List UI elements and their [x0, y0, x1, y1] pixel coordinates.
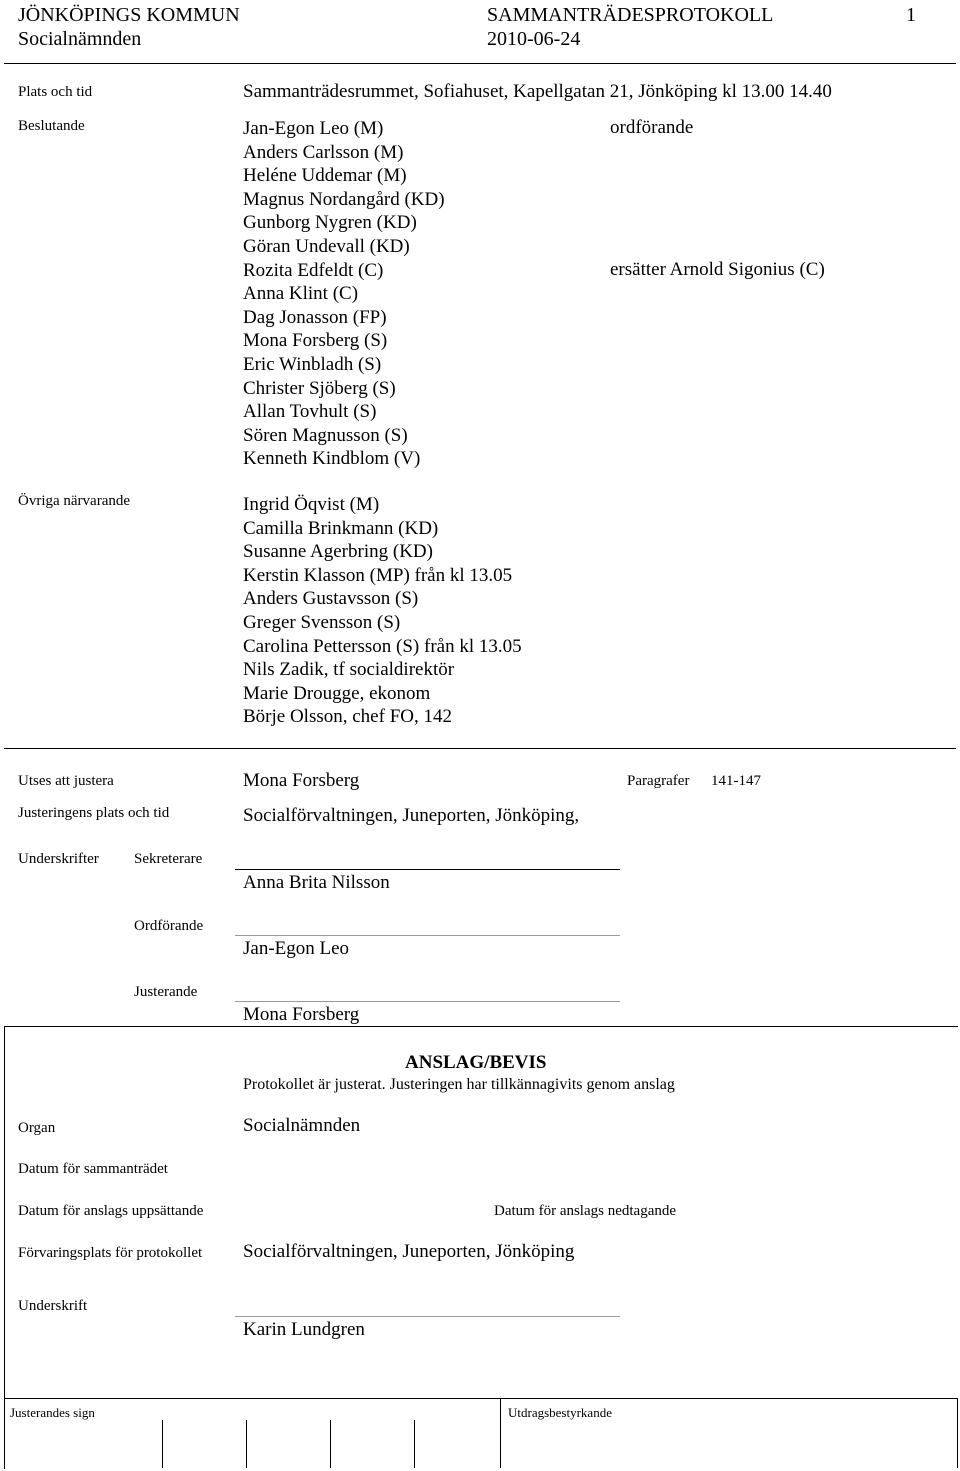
footer-left-line [4, 1398, 5, 1468]
chair-label: Ordförande [134, 918, 204, 934]
meeting-date-label: Datum för sammanträdet [18, 1161, 168, 1177]
chair-signature-line [235, 935, 620, 936]
paragraphs-label: Paragrafer [627, 773, 690, 789]
adjuster-chosen-value: Mona Forsberg [243, 770, 360, 791]
member-item: Anders Carlsson (M) [243, 141, 404, 163]
organ-value: Socialnämnden [243, 1115, 361, 1136]
member-item: Anna Klint (C) [243, 283, 359, 305]
sign-box-divider [330, 1420, 331, 1468]
chair-note: ordförande [610, 117, 694, 138]
deciding-label: Beslutande [18, 118, 85, 134]
member-item: Eric Winbladh (S) [243, 353, 382, 375]
adjuster-name: Mona Forsberg [243, 1004, 360, 1025]
place-time-value: Sammanträdesrummet, Sofiahuset, Kapellgatan 21, Jönköping kl 13.00 14.40 [243, 81, 832, 102]
others-members-list [243, 493, 522, 729]
secretary-label: Sekreterare [134, 851, 203, 867]
adjuster-signature-line [235, 1001, 620, 1002]
footer-right-line [957, 1398, 958, 1468]
storage-value: Socialförvaltningen, Juneporten, Jönköping [243, 1241, 575, 1262]
org-name: JÖNKÖPINGS KOMMUN [18, 4, 240, 26]
secretary-name: Anna Brita Nilsson [243, 872, 390, 893]
attendee-item: Ingrid Öqvist (M) [243, 494, 380, 515]
deciding-members-list [243, 117, 445, 471]
storage-label: Förvaringsplats för protokollet [18, 1245, 203, 1261]
member-item: Gunborg Nygren (KD) [243, 212, 417, 234]
header-divider [4, 63, 956, 64]
member-item: Dag Jonasson (FP) [243, 306, 387, 328]
member-item: Allan Tovhult (S) [243, 401, 377, 423]
member-item: Göran Undevall (KD) [243, 235, 410, 257]
replacement-note: ersätter Arnold Sigonius (C) [610, 259, 825, 280]
notice-box-top [4, 1026, 958, 1027]
adjuster-chosen-label: Utses att justera [18, 773, 114, 789]
signatures-label: Underskrifter [18, 851, 99, 867]
member-item: Christer Sjöberg (S) [243, 377, 396, 399]
adjust-place-value: Socialförvaltningen, Juneporten, Jönköping, [243, 805, 580, 826]
paragraphs-value: 141-147 [711, 773, 761, 789]
member-item: Sören Magnusson (S) [243, 424, 408, 446]
attendee-item: Nils Zadik, tf socialdirektör [243, 659, 455, 681]
member-item: Mona Forsberg (S) [243, 330, 388, 352]
footer-middle-line [500, 1398, 501, 1468]
attendee-item: Carolina Pettersson (S) från kl 13.05 [243, 635, 522, 657]
member-item: Magnus Nordangård (KD) [243, 188, 445, 210]
secretary-signature-line [235, 869, 620, 870]
sign-box-divider [414, 1420, 415, 1468]
member-item: Kenneth Kindblom (V) [243, 448, 421, 470]
attendee-item: Anders Gustavsson (S) [243, 588, 419, 610]
attendee-item: Marie Drougge, ekonom [243, 682, 431, 704]
committee-name: Socialnämnden [18, 28, 142, 50]
member-item: Rozita Edfeldt (C) [243, 259, 384, 281]
footer-top-line [4, 1398, 958, 1399]
extract-cert-label: Utdragsbestyrkande [508, 1405, 612, 1420]
place-time-label: Plats och tid [18, 84, 93, 100]
posting-date-label: Datum för anslags uppsättande [18, 1203, 204, 1219]
member-item: Heléne Uddemar (M) [243, 165, 407, 187]
section-divider [4, 748, 956, 749]
attendee-item: Camilla Brinkmann (KD) [243, 517, 439, 539]
attendee-item: Susanne Agerbring (KD) [243, 541, 433, 563]
adjust-place-label: Justeringens plats och tid [18, 805, 170, 821]
organ-label: Organ [18, 1120, 56, 1136]
member-item: Jan-Egon Leo (M) [243, 118, 384, 139]
adjuster-label: Justerande [134, 984, 198, 1000]
signature-label: Underskrift [18, 1298, 88, 1314]
document-type: SAMMANTRÄDESPROTOKOLL [487, 4, 774, 26]
notice-title: ANSLAG/BEVIS [405, 1052, 547, 1073]
notice-text: Protokollet är justerat. Justeringen har tillkännagivits genom anslag [243, 1076, 675, 1093]
attendee-item: Kerstin Klasson (MP) från kl 13.05 [243, 564, 513, 586]
page-number: 1 [906, 4, 916, 26]
sign-box-divider [246, 1420, 247, 1468]
chair-name: Jan-Egon Leo [243, 938, 350, 959]
others-label: Övriga närvarande [18, 493, 131, 509]
document-date: 2010-06-24 [487, 28, 581, 50]
sign-box-divider [162, 1420, 163, 1468]
removal-date-label: Datum för anslags nedtagande [494, 1203, 677, 1219]
signature-name: Karin Lundgren [243, 1319, 365, 1340]
adjusters-sign-label: Justerandes sign [10, 1405, 95, 1420]
attendee-item: Börje Olsson, chef FO, 142 [243, 706, 452, 728]
notice-signature-line [235, 1316, 620, 1317]
attendee-item: Greger Svensson (S) [243, 611, 401, 633]
